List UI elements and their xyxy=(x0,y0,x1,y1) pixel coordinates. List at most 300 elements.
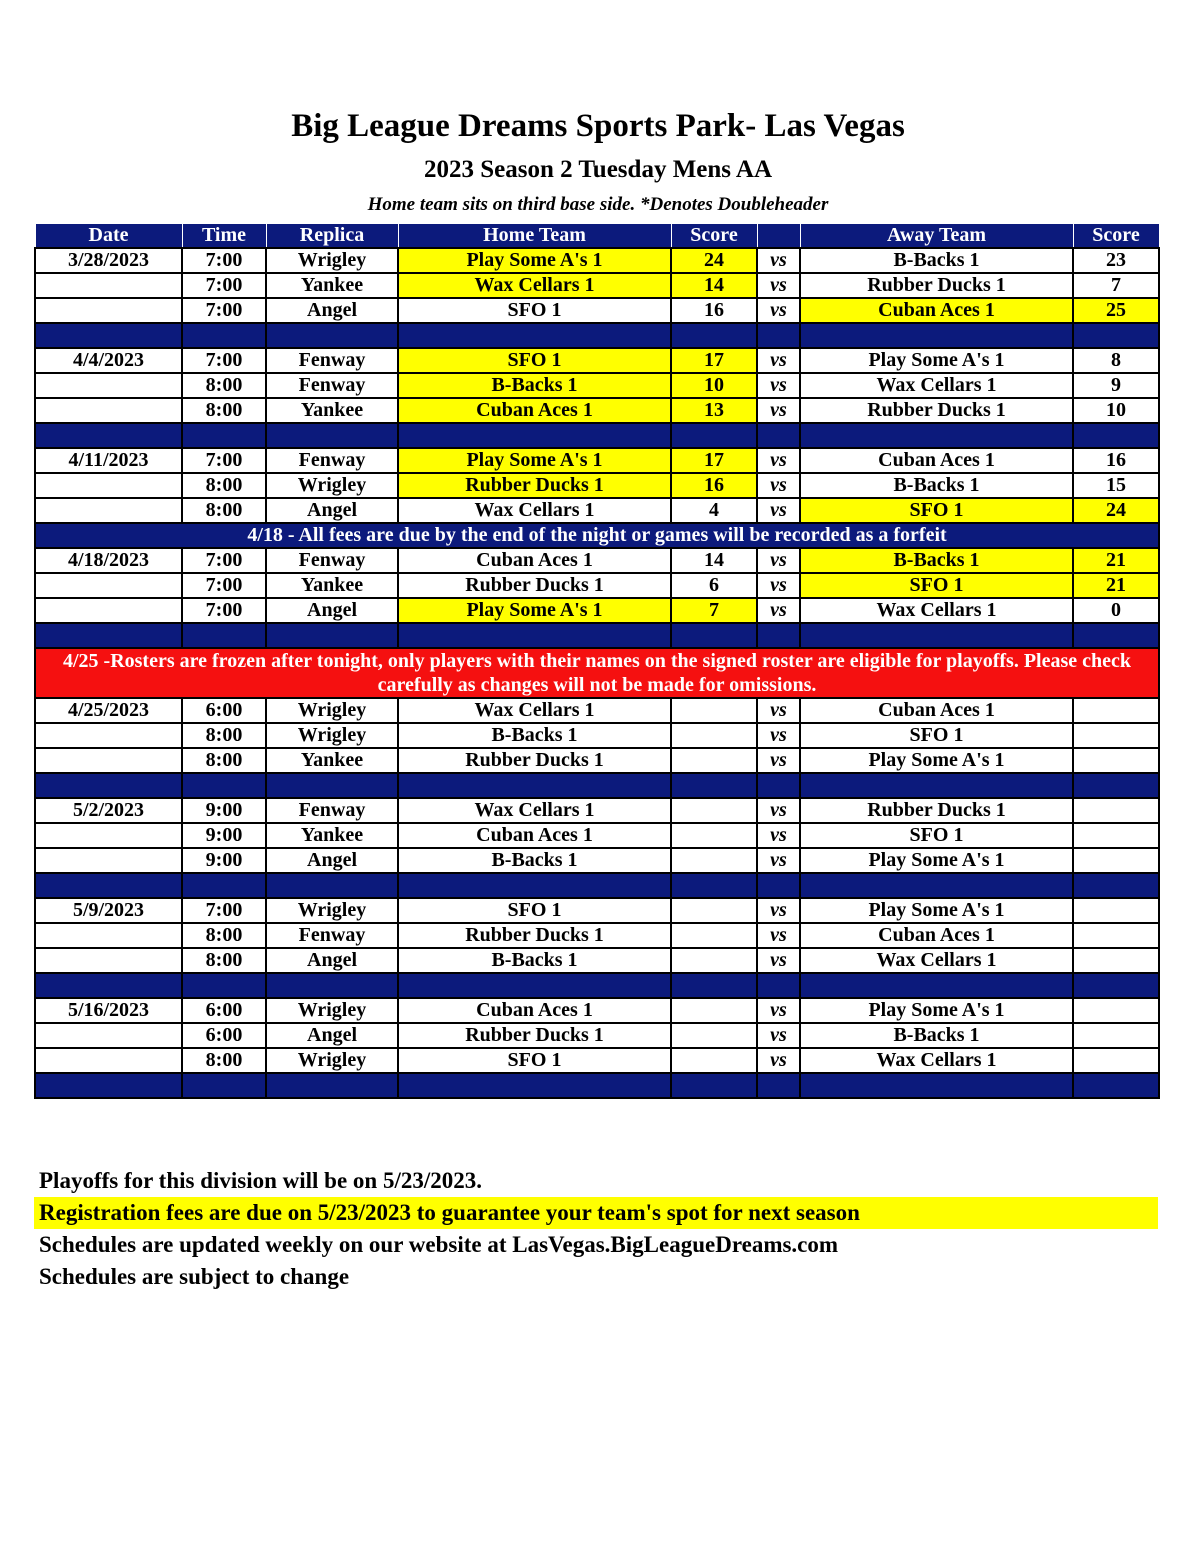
away-score: 21 xyxy=(1073,548,1159,573)
separator-cell xyxy=(35,1073,182,1098)
home-score: 7 xyxy=(671,598,757,623)
separator-cell xyxy=(671,423,757,448)
home-team: Rubber Ducks 1 xyxy=(398,748,671,773)
game-time: 7:00 xyxy=(182,348,266,373)
field-name: Yankee xyxy=(266,398,398,423)
away-score: 7 xyxy=(1073,273,1159,298)
home-team: Rubber Ducks 1 xyxy=(398,473,671,498)
vs-label: vs xyxy=(757,298,800,323)
away-team: B-Backs 1 xyxy=(800,248,1073,273)
separator-cell xyxy=(757,973,800,998)
separator-cell xyxy=(757,773,800,798)
home-score: 16 xyxy=(671,298,757,323)
separator-cell xyxy=(398,323,671,348)
registration-note: Registration fees are due on 5/23/2023 to guarantee your team's spot for next season xyxy=(34,1197,1158,1229)
separator-cell xyxy=(671,623,757,648)
column-header: Home Team xyxy=(398,224,671,248)
away-score: 23 xyxy=(1073,248,1159,273)
game-time: 9:00 xyxy=(182,823,266,848)
away-team: SFO 1 xyxy=(800,573,1073,598)
vs-label: vs xyxy=(757,373,800,398)
field-name: Yankee xyxy=(266,573,398,598)
separator-cell xyxy=(671,323,757,348)
separator-cell xyxy=(182,323,266,348)
game-date: 5/16/2023 xyxy=(35,998,182,1023)
away-score xyxy=(1073,898,1159,923)
separator-cell xyxy=(757,423,800,448)
away-team: Play Some A's 1 xyxy=(800,998,1073,1023)
vs-label: vs xyxy=(757,448,800,473)
game-time: 7:00 xyxy=(182,273,266,298)
vs-label: vs xyxy=(757,898,800,923)
separator-cell xyxy=(398,873,671,898)
home-score: 6 xyxy=(671,573,757,598)
game-time: 7:00 xyxy=(182,248,266,273)
separator-cell xyxy=(35,623,182,648)
separator-cell xyxy=(800,623,1073,648)
home-score xyxy=(671,898,757,923)
game-date xyxy=(35,1023,182,1048)
home-score xyxy=(671,848,757,873)
game-time: 8:00 xyxy=(182,948,266,973)
away-team: Cuban Aces 1 xyxy=(800,448,1073,473)
game-date: 4/4/2023 xyxy=(35,348,182,373)
separator-cell xyxy=(398,1073,671,1098)
field-name: Yankee xyxy=(266,748,398,773)
home-score xyxy=(671,923,757,948)
game-date xyxy=(35,1048,182,1073)
separator-cell xyxy=(266,973,398,998)
field-name: Fenway xyxy=(266,373,398,398)
home-team: Rubber Ducks 1 xyxy=(398,923,671,948)
away-score xyxy=(1073,723,1159,748)
separator-cell xyxy=(800,423,1073,448)
week-separator-row xyxy=(35,873,1159,898)
home-score xyxy=(671,948,757,973)
game-row xyxy=(35,548,1159,573)
week-separator-row xyxy=(35,973,1159,998)
away-team: Cuban Aces 1 xyxy=(800,698,1073,723)
separator-cell xyxy=(1073,1073,1159,1098)
home-score xyxy=(671,998,757,1023)
field-name: Fenway xyxy=(266,923,398,948)
away-score xyxy=(1073,823,1159,848)
game-time: 8:00 xyxy=(182,923,266,948)
away-team: Wax Cellars 1 xyxy=(800,1048,1073,1073)
game-date xyxy=(35,498,182,523)
field-name: Yankee xyxy=(266,823,398,848)
separator-cell xyxy=(35,423,182,448)
game-row xyxy=(35,723,1159,748)
column-header: Time xyxy=(182,224,266,248)
field-name: Fenway xyxy=(266,348,398,373)
game-row xyxy=(35,1023,1159,1048)
away-score: 25 xyxy=(1073,298,1159,323)
game-date xyxy=(35,373,182,398)
vs-label: vs xyxy=(757,698,800,723)
column-header xyxy=(757,224,800,248)
home-team: Wax Cellars 1 xyxy=(398,273,671,298)
vs-label: vs xyxy=(757,573,800,598)
notice-text: 4/18 - All fees are due by the end of the night or games will be recorded as a forfeit xyxy=(35,523,1159,548)
game-date xyxy=(35,298,182,323)
separator-cell xyxy=(398,623,671,648)
field-name: Wrigley xyxy=(266,248,398,273)
separator-cell xyxy=(757,323,800,348)
away-score: 16 xyxy=(1073,448,1159,473)
separator-cell xyxy=(182,423,266,448)
game-row xyxy=(35,473,1159,498)
away-team: SFO 1 xyxy=(800,723,1073,748)
home-team: SFO 1 xyxy=(398,348,671,373)
table-header-row xyxy=(35,224,1159,248)
game-time: 7:00 xyxy=(182,298,266,323)
game-time: 6:00 xyxy=(182,698,266,723)
home-team: B-Backs 1 xyxy=(398,848,671,873)
column-header: Score xyxy=(1073,224,1159,248)
home-team: B-Backs 1 xyxy=(398,373,671,398)
game-date: 5/9/2023 xyxy=(35,898,182,923)
separator-cell xyxy=(800,323,1073,348)
vs-label: vs xyxy=(757,748,800,773)
field-name: Fenway xyxy=(266,548,398,573)
vs-label: vs xyxy=(757,473,800,498)
away-score xyxy=(1073,848,1159,873)
away-team: Play Some A's 1 xyxy=(800,748,1073,773)
away-score xyxy=(1073,798,1159,823)
vs-label: vs xyxy=(757,248,800,273)
home-team: Play Some A's 1 xyxy=(398,448,671,473)
game-row xyxy=(35,998,1159,1023)
vs-label: vs xyxy=(757,1048,800,1073)
game-row xyxy=(35,1048,1159,1073)
home-score: 17 xyxy=(671,348,757,373)
game-time: 7:00 xyxy=(182,598,266,623)
field-name: Wrigley xyxy=(266,473,398,498)
week-separator-row xyxy=(35,423,1159,448)
home-score: 14 xyxy=(671,548,757,573)
away-score xyxy=(1073,698,1159,723)
away-team: B-Backs 1 xyxy=(800,1023,1073,1048)
home-score: 24 xyxy=(671,248,757,273)
game-date xyxy=(35,823,182,848)
game-row xyxy=(35,898,1159,923)
game-time: 7:00 xyxy=(182,573,266,598)
vs-label: vs xyxy=(757,273,800,298)
separator-cell xyxy=(182,973,266,998)
vs-label: vs xyxy=(757,1023,800,1048)
away-score: 8 xyxy=(1073,348,1159,373)
home-score: 10 xyxy=(671,373,757,398)
away-score xyxy=(1073,1023,1159,1048)
away-team: Play Some A's 1 xyxy=(800,898,1073,923)
game-date: 3/28/2023 xyxy=(35,248,182,273)
field-name: Angel xyxy=(266,498,398,523)
separator-cell xyxy=(1073,773,1159,798)
game-row xyxy=(35,798,1159,823)
home-score: 16 xyxy=(671,473,757,498)
separator-cell xyxy=(1073,423,1159,448)
home-score: 13 xyxy=(671,398,757,423)
field-name: Angel xyxy=(266,1023,398,1048)
game-row xyxy=(35,348,1159,373)
roster-notice-row xyxy=(35,648,1159,698)
separator-cell xyxy=(266,623,398,648)
vs-label: vs xyxy=(757,998,800,1023)
field-name: Yankee xyxy=(266,273,398,298)
away-team: B-Backs 1 xyxy=(800,548,1073,573)
game-time: 6:00 xyxy=(182,1023,266,1048)
vs-label: vs xyxy=(757,923,800,948)
separator-cell xyxy=(800,773,1073,798)
separator-cell xyxy=(1073,873,1159,898)
game-row xyxy=(35,273,1159,298)
column-header: Away Team xyxy=(800,224,1073,248)
away-score: 21 xyxy=(1073,573,1159,598)
away-score xyxy=(1073,748,1159,773)
away-team: Rubber Ducks 1 xyxy=(800,273,1073,298)
away-score: 10 xyxy=(1073,398,1159,423)
game-row xyxy=(35,573,1159,598)
away-score: 9 xyxy=(1073,373,1159,398)
week-separator-row xyxy=(35,323,1159,348)
home-score xyxy=(671,823,757,848)
game-date xyxy=(35,273,182,298)
game-time: 6:00 xyxy=(182,998,266,1023)
separator-cell xyxy=(182,873,266,898)
vs-label: vs xyxy=(757,598,800,623)
week-separator-row xyxy=(35,1073,1159,1098)
game-date: 4/18/2023 xyxy=(35,548,182,573)
away-team: Cuban Aces 1 xyxy=(800,298,1073,323)
away-team: Rubber Ducks 1 xyxy=(800,398,1073,423)
vs-label: vs xyxy=(757,948,800,973)
home-team: Rubber Ducks 1 xyxy=(398,573,671,598)
game-row xyxy=(35,848,1159,873)
game-date xyxy=(35,923,182,948)
away-score: 24 xyxy=(1073,498,1159,523)
game-time: 8:00 xyxy=(182,1048,266,1073)
home-score xyxy=(671,698,757,723)
field-name: Angel xyxy=(266,948,398,973)
home-team: Cuban Aces 1 xyxy=(398,823,671,848)
separator-cell xyxy=(1073,973,1159,998)
vs-label: vs xyxy=(757,348,800,373)
website-note: Schedules are updated weekly on our website at LasVegas.BigLeagueDreams.com xyxy=(39,1232,839,1257)
game-date xyxy=(35,473,182,498)
home-team: Cuban Aces 1 xyxy=(398,998,671,1023)
separator-cell xyxy=(800,973,1073,998)
game-date xyxy=(35,848,182,873)
home-score xyxy=(671,1048,757,1073)
game-row xyxy=(35,398,1159,423)
home-team: Wax Cellars 1 xyxy=(398,798,671,823)
home-score xyxy=(671,723,757,748)
playoffs-note: Playoffs for this division will be on 5/23/2023. xyxy=(39,1168,483,1193)
game-date: 5/2/2023 xyxy=(35,798,182,823)
separator-cell xyxy=(182,1073,266,1098)
vs-label: vs xyxy=(757,798,800,823)
game-time: 8:00 xyxy=(182,473,266,498)
separator-cell xyxy=(800,873,1073,898)
away-score xyxy=(1073,998,1159,1023)
schedule-table xyxy=(34,224,1160,1099)
game-date xyxy=(35,723,182,748)
home-team: Rubber Ducks 1 xyxy=(398,1023,671,1048)
away-score: 0 xyxy=(1073,598,1159,623)
separator-cell xyxy=(266,1073,398,1098)
separator-cell xyxy=(671,773,757,798)
field-name: Angel xyxy=(266,848,398,873)
game-row xyxy=(35,448,1159,473)
separator-cell xyxy=(398,973,671,998)
separator-cell xyxy=(266,423,398,448)
vs-label: vs xyxy=(757,723,800,748)
game-time: 7:00 xyxy=(182,448,266,473)
game-date xyxy=(35,598,182,623)
separator-cell xyxy=(757,623,800,648)
field-name: Wrigley xyxy=(266,698,398,723)
game-time: 8:00 xyxy=(182,498,266,523)
column-header: Replica xyxy=(266,224,398,248)
home-team: Cuban Aces 1 xyxy=(398,548,671,573)
field-name: Fenway xyxy=(266,448,398,473)
away-team: Wax Cellars 1 xyxy=(800,598,1073,623)
separator-cell xyxy=(35,773,182,798)
field-name: Angel xyxy=(266,298,398,323)
game-row xyxy=(35,948,1159,973)
away-score xyxy=(1073,1048,1159,1073)
separator-cell xyxy=(1073,623,1159,648)
fees-notice-row xyxy=(35,523,1159,548)
field-name: Wrigley xyxy=(266,998,398,1023)
column-header: Date xyxy=(35,224,182,248)
column-header: Score xyxy=(671,224,757,248)
home-score xyxy=(671,1023,757,1048)
home-team: SFO 1 xyxy=(398,898,671,923)
away-team: B-Backs 1 xyxy=(800,473,1073,498)
field-name: Fenway xyxy=(266,798,398,823)
separator-cell xyxy=(182,623,266,648)
game-row xyxy=(35,498,1159,523)
vs-label: vs xyxy=(757,548,800,573)
subject-to-change-note: Schedules are subject to change xyxy=(39,1264,350,1289)
field-name: Wrigley xyxy=(266,723,398,748)
game-date xyxy=(35,398,182,423)
week-separator-row xyxy=(35,623,1159,648)
game-time: 7:00 xyxy=(182,548,266,573)
away-team: Play Some A's 1 xyxy=(800,848,1073,873)
game-time: 8:00 xyxy=(182,748,266,773)
separator-cell xyxy=(671,1073,757,1098)
separator-cell xyxy=(35,973,182,998)
home-team: Wax Cellars 1 xyxy=(398,498,671,523)
notice-text: 4/25 -Rosters are frozen after tonight, only players with their names on the signed roster are eligible for playoffs. Please check carefully as changes will not be made for omissions. xyxy=(35,648,1159,698)
away-team: Wax Cellars 1 xyxy=(800,948,1073,973)
home-score: 17 xyxy=(671,448,757,473)
game-row xyxy=(35,923,1159,948)
page-title: Big League Dreams Sports Park- Las Vegas xyxy=(291,108,905,144)
home-team: Cuban Aces 1 xyxy=(398,398,671,423)
home-team: Play Some A's 1 xyxy=(398,248,671,273)
away-score xyxy=(1073,923,1159,948)
game-date xyxy=(35,748,182,773)
game-time: 8:00 xyxy=(182,373,266,398)
game-time: 9:00 xyxy=(182,798,266,823)
game-date: 4/25/2023 xyxy=(35,698,182,723)
home-team: B-Backs 1 xyxy=(398,948,671,973)
away-team: Cuban Aces 1 xyxy=(800,923,1073,948)
vs-label: vs xyxy=(757,498,800,523)
game-row xyxy=(35,598,1159,623)
away-score xyxy=(1073,948,1159,973)
separator-cell xyxy=(182,773,266,798)
home-team: SFO 1 xyxy=(398,1048,671,1073)
separator-cell xyxy=(266,773,398,798)
away-score: 15 xyxy=(1073,473,1159,498)
away-team: SFO 1 xyxy=(800,823,1073,848)
separator-cell xyxy=(398,773,671,798)
week-separator-row xyxy=(35,773,1159,798)
game-row xyxy=(35,373,1159,398)
separator-cell xyxy=(266,873,398,898)
vs-label: vs xyxy=(757,398,800,423)
game-date xyxy=(35,573,182,598)
field-name: Wrigley xyxy=(266,1048,398,1073)
game-date xyxy=(35,948,182,973)
game-row xyxy=(35,823,1159,848)
vs-label: vs xyxy=(757,848,800,873)
separator-cell xyxy=(671,873,757,898)
away-team: Play Some A's 1 xyxy=(800,348,1073,373)
game-row xyxy=(35,698,1159,723)
game-row xyxy=(35,748,1159,773)
away-team: SFO 1 xyxy=(800,498,1073,523)
separator-cell xyxy=(800,1073,1073,1098)
separator-cell xyxy=(757,873,800,898)
page-subtitle: 2023 Season 2 Tuesday Mens AA xyxy=(424,156,772,183)
game-date: 4/11/2023 xyxy=(35,448,182,473)
separator-cell xyxy=(757,1073,800,1098)
vs-label: vs xyxy=(757,823,800,848)
game-time: 9:00 xyxy=(182,848,266,873)
separator-cell xyxy=(1073,323,1159,348)
home-score: 4 xyxy=(671,498,757,523)
away-team: Rubber Ducks 1 xyxy=(800,798,1073,823)
home-score: 14 xyxy=(671,273,757,298)
home-score xyxy=(671,748,757,773)
home-team: Play Some A's 1 xyxy=(398,598,671,623)
field-name: Angel xyxy=(266,598,398,623)
home-team: Wax Cellars 1 xyxy=(398,698,671,723)
separator-cell xyxy=(35,323,182,348)
away-team: Wax Cellars 1 xyxy=(800,373,1073,398)
home-team-note: Home team sits on third base side. *Denotes Doubleheader xyxy=(367,194,829,215)
game-time: 8:00 xyxy=(182,398,266,423)
separator-cell xyxy=(671,973,757,998)
game-time: 8:00 xyxy=(182,723,266,748)
home-team: B-Backs 1 xyxy=(398,723,671,748)
field-name: Wrigley xyxy=(266,898,398,923)
separator-cell xyxy=(266,323,398,348)
schedule-body xyxy=(35,248,1159,1098)
separator-cell xyxy=(35,873,182,898)
game-time: 7:00 xyxy=(182,898,266,923)
game-row xyxy=(35,248,1159,273)
game-row xyxy=(35,298,1159,323)
separator-cell xyxy=(398,423,671,448)
home-score xyxy=(671,798,757,823)
